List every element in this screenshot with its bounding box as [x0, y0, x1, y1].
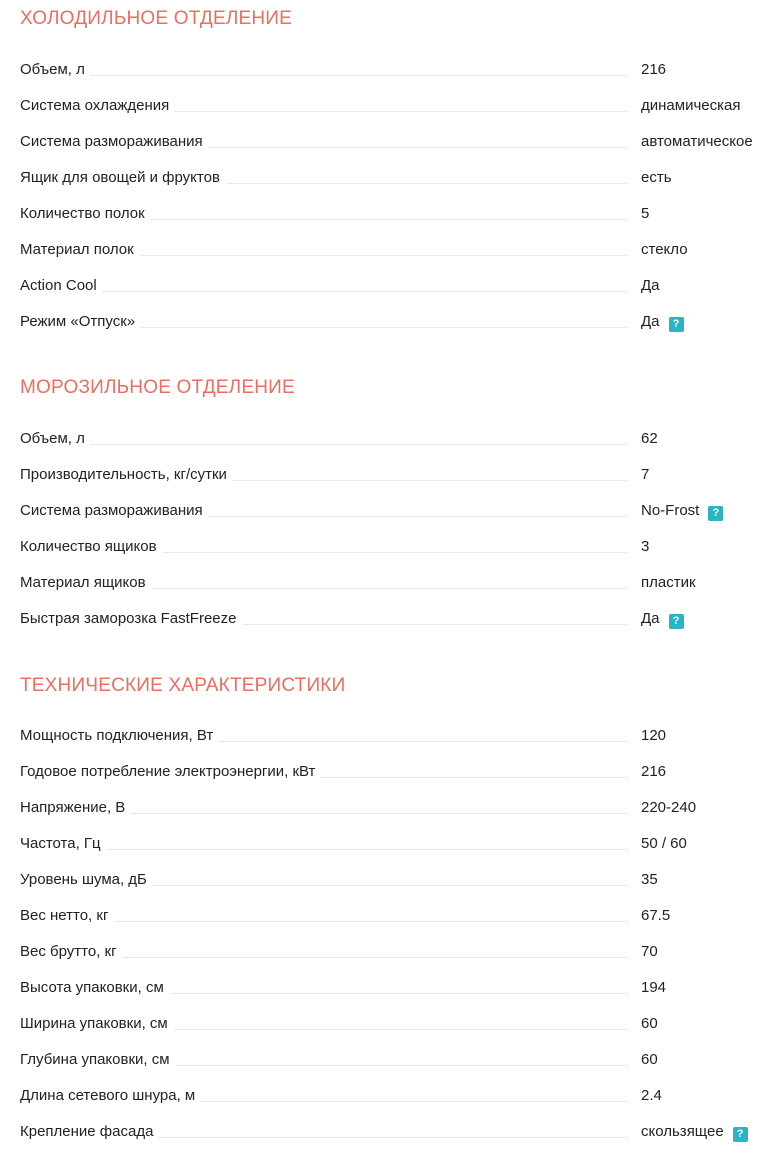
- spec-value: Да: [641, 277, 660, 294]
- spec-value: 5: [641, 205, 650, 222]
- spec-label: Быстрая заморозка FastFreeze: [20, 608, 243, 630]
- spec-row: [20, 500, 765, 522]
- spec-value: No-Frost ?: [641, 500, 723, 522]
- spec-label: Материал ящиков: [20, 572, 152, 594]
- spec-row: [20, 1049, 765, 1071]
- spec-value: автоматическое: [641, 133, 753, 150]
- spec-value: 70: [641, 943, 658, 960]
- spec-row: [20, 203, 765, 225]
- spec-row: [20, 275, 765, 297]
- spec-label: Объем, л: [20, 59, 91, 81]
- spec-row: [20, 941, 765, 963]
- spec-label: Материал полок: [20, 239, 140, 261]
- spec-row: [20, 608, 765, 630]
- spec-value: динамическая: [641, 97, 741, 114]
- spec-row: [20, 311, 765, 333]
- spec-row: [20, 977, 765, 999]
- spec-value: 194: [641, 979, 667, 996]
- spec-label: Ширина упаковки, см: [20, 1013, 174, 1035]
- spec-value: 35: [641, 871, 658, 888]
- spec-label: Система охлаждения: [20, 95, 175, 117]
- spec-label: Вес нетто, кг: [20, 905, 114, 927]
- section-title-freezer: МОРОЗИЛЬНОЕ ОТДЕЛЕНИЕ: [20, 377, 295, 398]
- spec-label: Action Cool: [20, 275, 103, 297]
- spec-row: [20, 905, 765, 927]
- spec-row: [20, 131, 765, 153]
- spec-label: Вес брутто, кг: [20, 941, 123, 963]
- section-title-fridge: ХОЛОДИЛЬНОЕ ОТДЕЛЕНИЕ: [20, 8, 293, 29]
- spec-label: Частота, Гц: [20, 833, 107, 855]
- spec-label: Система размораживания: [20, 131, 209, 153]
- spec-value: пластик: [641, 574, 696, 591]
- section-title-technical: ТЕХНИЧЕСКИЕ ХАРАКТЕРИСТИКИ: [20, 675, 346, 696]
- spec-row: [20, 1013, 765, 1035]
- spec-row: [20, 428, 765, 450]
- spec-value: 62: [641, 430, 658, 447]
- spec-label: Количество полок: [20, 203, 151, 225]
- spec-value: 60: [641, 1015, 658, 1032]
- spec-label: Годовое потребление электроэнергии, кВт: [20, 761, 321, 783]
- spec-label: Система размораживания: [20, 500, 209, 522]
- spec-row: [20, 464, 765, 486]
- spec-value: 220-240: [641, 799, 697, 816]
- spec-value: Да ?: [641, 311, 684, 333]
- spec-row: [20, 536, 765, 558]
- spec-row: [20, 572, 765, 594]
- question-icon[interactable]: ?: [669, 317, 684, 332]
- spec-label: Крепление фасада: [20, 1121, 159, 1143]
- question-icon[interactable]: ?: [669, 614, 684, 629]
- spec-value: 2.4: [641, 1087, 662, 1104]
- spec-label: Производительность, кг/сутки: [20, 464, 233, 486]
- spec-value: 216: [641, 763, 667, 780]
- leader-dots: [20, 444, 628, 445]
- spec-row: [20, 797, 765, 819]
- spec-value: стекло: [641, 241, 688, 258]
- spec-row: [20, 869, 765, 891]
- spec-label: Объем, л: [20, 428, 91, 450]
- spec-label: Ящик для овощей и фруктов: [20, 167, 226, 189]
- spec-row: [20, 239, 765, 261]
- spec-value: Да ?: [641, 608, 684, 630]
- spec-value: 50 / 60: [641, 835, 687, 852]
- spec-label: Мощность подключения, Вт: [20, 725, 219, 747]
- spec-label: Высота упаковки, см: [20, 977, 170, 999]
- spec-value: 7: [641, 466, 650, 483]
- spec-value: 120: [641, 727, 667, 744]
- question-icon[interactable]: ?: [708, 506, 723, 521]
- spec-label: Глубина упаковки, см: [20, 1049, 176, 1071]
- spec-row: [20, 725, 765, 747]
- spec-row: [20, 167, 765, 189]
- spec-row: [20, 1085, 765, 1107]
- question-icon[interactable]: ?: [733, 1127, 748, 1142]
- spec-label: Уровень шума, дБ: [20, 869, 153, 891]
- spec-row: [20, 59, 765, 81]
- spec-row: [20, 761, 765, 783]
- spec-value: 216: [641, 61, 667, 78]
- spec-row: [20, 1121, 765, 1143]
- spec-value: 67.5: [641, 907, 671, 924]
- spec-label: Длина сетевого шнура, м: [20, 1085, 201, 1107]
- spec-row: [20, 833, 765, 855]
- spec-label: Напряжение, В: [20, 797, 131, 819]
- spec-value: 60: [641, 1051, 658, 1068]
- leader-dots: [20, 291, 628, 292]
- leader-dots: [20, 849, 628, 850]
- spec-label: Режим «Отпуск»: [20, 311, 141, 333]
- spec-label: Количество ящиков: [20, 536, 163, 558]
- leader-dots: [20, 75, 628, 76]
- spec-value: есть: [641, 169, 672, 186]
- spec-value: 3: [641, 538, 650, 555]
- spec-row: [20, 95, 765, 117]
- spec-value: скользящее ?: [641, 1121, 748, 1143]
